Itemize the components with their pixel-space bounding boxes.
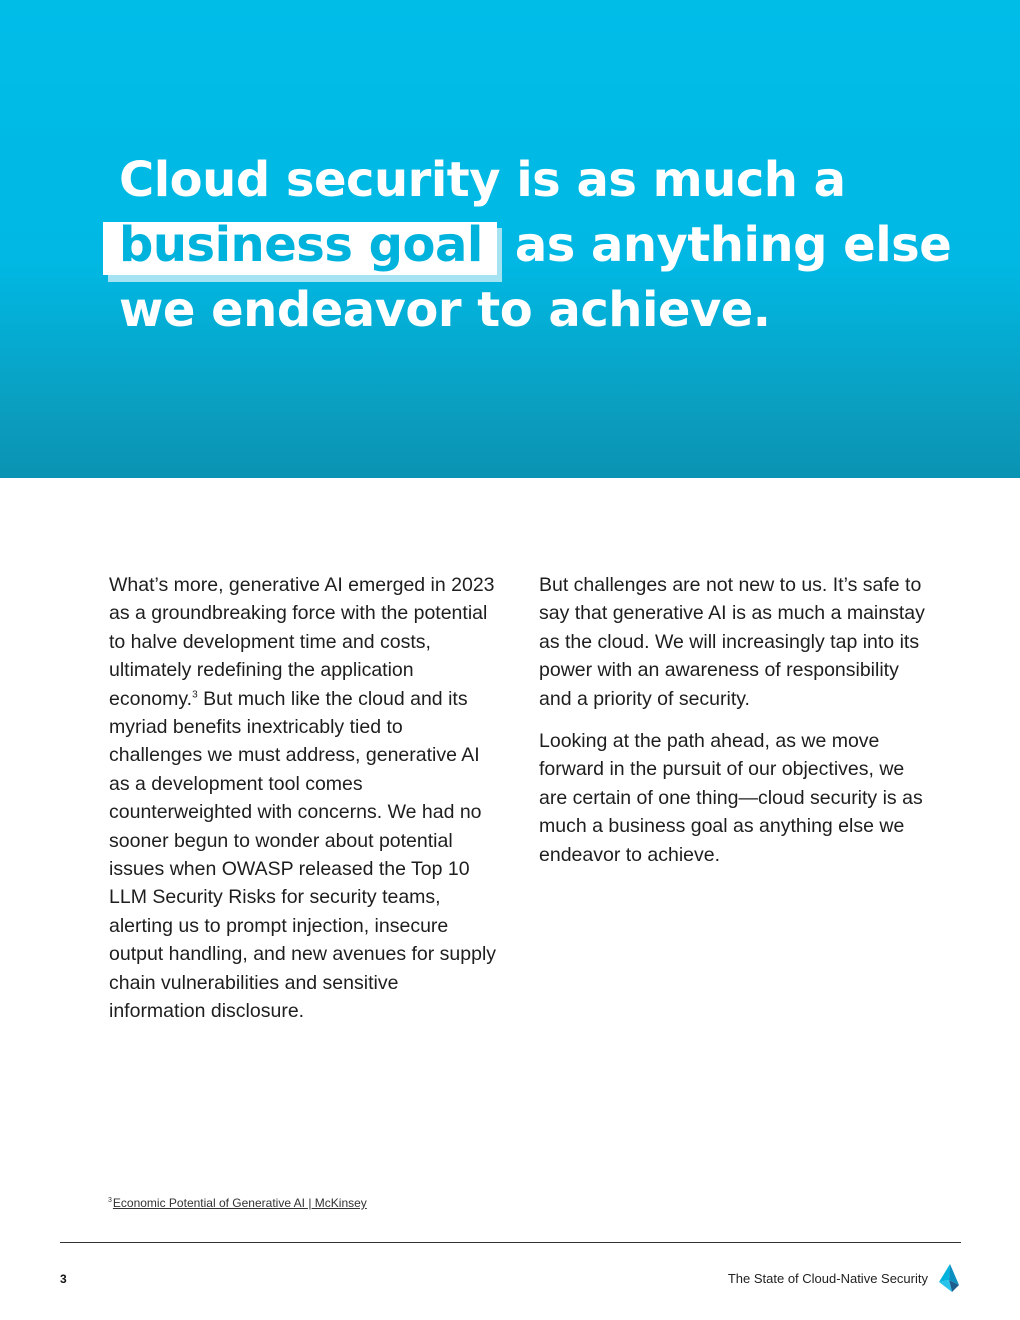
footnote [108, 1196, 367, 1210]
body-column-right [539, 571, 927, 883]
document-title: The State of Cloud-Native Security [727, 1271, 928, 1286]
headline-highlight: business goal [103, 213, 497, 278]
headline-line-2 [119, 213, 952, 278]
headline-line-1: Cloud security is as much a [119, 152, 846, 208]
body-paragraph [109, 571, 497, 1026]
paragraph-text-continued: But much like the cloud and its myriad benefits inextricably tied to challenges we must address, generative AI as a development tool comes counterweighted with concerns. We had no sooner begun to wonder about potential issues when OWASP released the Top 10 LLM Security Risks for security teams, alerting us to prompt injection, insecure output handling, and new avenues for supply chain vulnerabilities and sensitive information disclosure. [109, 687, 497, 1023]
brand-logo-icon [937, 1263, 961, 1293]
headline-line-3: we endeavor to achieve. [119, 282, 771, 338]
paragraph-text: What’s more, generative AI emerged in 2023 as a groundbreaking force with the potential to halve development time and costs, ultimately redefining the application economy. [109, 574, 495, 710]
footer-divider [60, 1242, 961, 1243]
body-paragraph: But challenges are not new to us. It’s safe to say that generative AI is as much a mainstay as the cloud. We will increasingly tap into its power with an awareness of responsibility and a priority of security. [539, 574, 925, 710]
headline-line-2-rest: as anything else [514, 217, 952, 273]
body-column-left [109, 571, 497, 1040]
footnote-number: 3 [108, 1197, 112, 1204]
body-paragraph: Looking at the path ahead, as we move forward in the pursuit of our objectives, we are certain of one thing—cloud security is as much a business goal as anything else we endeavor to achieve. [539, 730, 923, 866]
hero-banner [0, 0, 1020, 478]
page-number: 3 [60, 1272, 67, 1286]
footnote-reference[interactable]: 3 [192, 689, 198, 701]
footnote-link[interactable]: Economic Potential of Generative AI | McKinsey [112, 1196, 367, 1210]
page-headline [119, 148, 952, 343]
